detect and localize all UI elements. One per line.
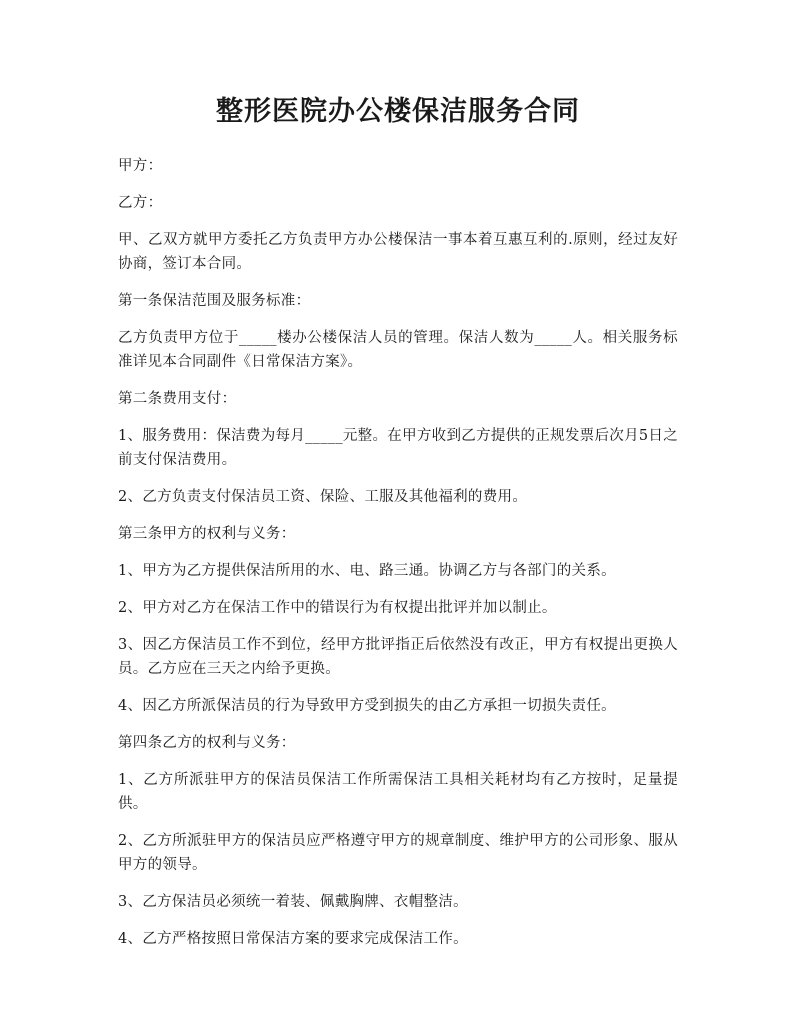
party-a-line: 甲方： — [118, 158, 163, 174]
article-4-item-4: 4、乙方严格按照日常保洁方案的要求完成保洁工作。 — [118, 931, 468, 947]
article-3-item-1: 1、甲方为乙方提供保洁所用的水、电、路三通。协调乙方与各部门的关系。 — [118, 563, 616, 579]
party-b-line: 乙方： — [118, 195, 163, 211]
article-4-item-1: 1、乙方所派驻甲方的保洁员保洁工作所需保洁工具相关耗材均有乙方按时，足量提供。 — [118, 772, 678, 812]
article-3-item-2: 2、甲方对乙方在保洁工作中的错误行为有权提出批评并加以制止。 — [118, 600, 557, 616]
article-2-heading: 第二条费用支付： — [118, 391, 237, 407]
article-4-item-2: 2、乙方所派驻甲方的保洁员应严格遵守甲方的规章制度、维护甲方的公司形象、服从甲方的领导。 — [118, 833, 678, 873]
article-1-body: 乙方负责甲方位于_____楼办公楼保洁人员的管理。保洁人数为_____人。相关服务标准详见本合同副件《日常保洁方案》。 — [118, 330, 678, 370]
article-2-item-1: 1、服务费用：保洁费为每月_____元整。在甲方收到乙方提供的正规发票后次月5日之前支付保洁费用。 — [118, 428, 678, 468]
preamble-paragraph: 甲、乙双方就甲方委托乙方负责甲方办公楼保洁一事本着互惠互利的.原则，经过友好协商，签订本合同。 — [118, 232, 678, 272]
document-title: 整形医院办公楼保洁服务合同 — [216, 96, 580, 127]
article-4-item-3: 3、乙方保洁员必须统一着装、佩戴胸牌、衣帽整洁。 — [118, 894, 468, 910]
article-4-heading: 第四条乙方的权利与义务： — [118, 735, 296, 751]
article-1-heading: 第一条保洁范围及服务标准： — [118, 293, 311, 309]
article-3-item-3: 3、因乙方保洁员工作不到位，经甲方批评指正后依然没有改正，甲方有权提出更换人员。乙方应在三天之内给予更换。 — [118, 637, 678, 677]
article-3-item-4: 4、因乙方所派保洁员的行为导致甲方受到损失的由乙方承担一切损失责任。 — [118, 698, 616, 714]
article-2-item-2: 2、乙方负责支付保洁员工资、保险、工服及其他福利的费用。 — [118, 489, 528, 505]
article-3-heading: 第三条甲方的权利与义务： — [118, 526, 296, 542]
